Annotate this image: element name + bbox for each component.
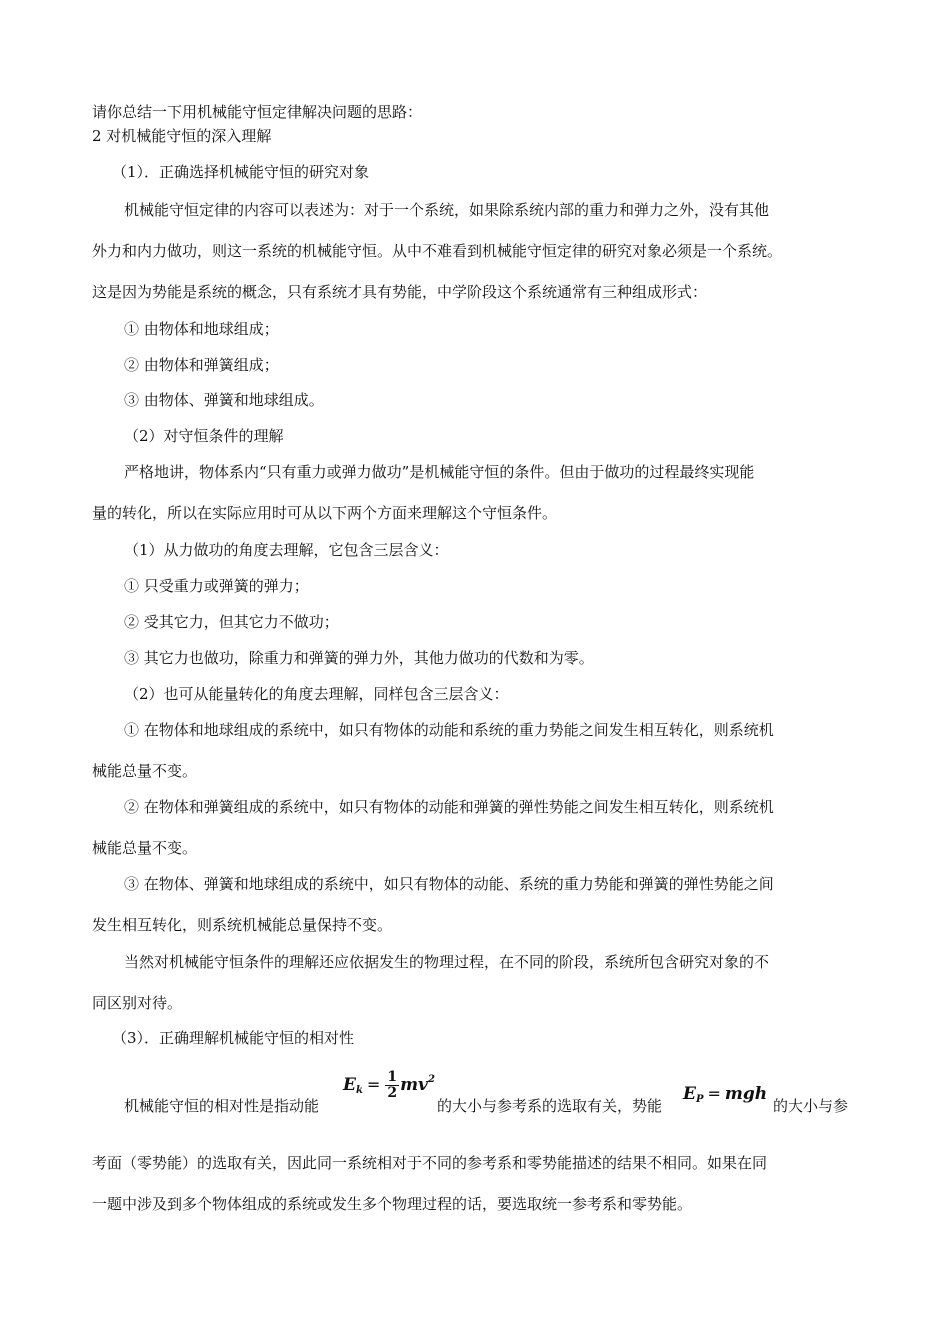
subheading-2: （2）对守恒条件的理解	[124, 427, 284, 445]
paragraph-line: 外力和内力做功，则这一系统的机械能守恒。从中不难看到机械能守恒定律的研究对象必须是一个系统。	[92, 242, 783, 260]
potential-energy-formula: EP = mgh	[683, 1084, 768, 1105]
paragraph-line: 考面（零势能）的选取有关，因此同一系统相对于不同的参考系和零势能描述的结果不相同。如果在同	[92, 1154, 768, 1172]
list-item: ② 受其它力，但其它力不做功；	[124, 613, 339, 631]
paragraph-line-part: 的大小与参	[773, 1097, 849, 1115]
list-item: ② 在物体和弹簧组成的系统中，如只有物体的动能和弹簧的弹性势能之间发生相互转化，则系统机	[124, 798, 774, 816]
fraction: $\frac{1}{2}$	[387, 1069, 398, 1101]
list-item: ① 在物体和地球组成的系统中，如只有物体的动能和系统的重力势能之间发生相互转化，则系统机	[124, 721, 774, 739]
paragraph-line: 这是因为势能是系统的概念，只有系统才具有势能，中学阶段这个系统通常有三种组成形式：	[92, 283, 708, 301]
list-item: ③ 其它力也做功，除重力和弹簧的弹力外，其他力做功的代数和为零。	[124, 649, 594, 667]
paragraph-line-part: 的大小与参考系的选取有关，势能	[437, 1097, 663, 1115]
paragraph-line: 严格地讲，物体系内“只有重力或弹力做功”是机械能守恒的条件。但由于做功的过程最终实现能	[124, 463, 755, 481]
line-summary-prompt: 请你总结一下用机械能守恒定律解决问题的思路：	[92, 103, 423, 121]
section-heading-2: 2 对机械能守恒的深入理解	[92, 127, 272, 145]
list-item: ③ 由物体、弹簧和地球组成。	[124, 391, 324, 409]
list-item: ② 由物体和弹簧组成；	[124, 356, 279, 374]
list-item-continuation: 械能总量不变。	[92, 839, 198, 857]
list-item: ③ 在物体、弹簧和地球组成的系统中，如只有物体的动能、系统的重力势能和弹簧的弹性势能之间	[124, 875, 774, 893]
list-item: ① 只受重力或弹簧的弹力；	[124, 577, 309, 595]
paragraph-line: 当然对机械能守恒条件的理解还应依据发生的物理过程，在不同的阶段，系统所包含研究对象的不	[124, 953, 770, 971]
paragraph-line: 量的转化，所以在实际应用时可从以下两个方面来理解这个守恒条件。	[92, 504, 558, 522]
list-item-continuation: 械能总量不变。	[92, 762, 198, 780]
paragraph-line: 一题中涉及到多个物体组成的系统或发生多个物理过程的话，要选取统一参考系和零势能。	[92, 1195, 693, 1213]
paragraph-line: 机械能守恒定律的内容可以表述为：对于一个系统，如果除系统内部的重力和弹力之外，没有其他	[124, 201, 770, 219]
kinetic-energy-formula: Ek = $\frac{1}{2}$ $mv^2$	[343, 1069, 435, 1101]
list-item-continuation: 发生相互转化，则系统机械能总量保持不变。	[92, 916, 393, 934]
subheading-2-2: （2）也可从能量转化的角度去理解，同样包含三层含义：	[124, 685, 509, 703]
subheading-3: （3）．正确理解机械能守恒的相对性	[112, 1029, 355, 1047]
paragraph-line: 同区别对待。	[92, 994, 183, 1012]
subheading-1: （1）．正确选择机械能守恒的研究对象	[112, 163, 370, 181]
paragraph-line-part: 机械能守恒的相对性是指动能	[124, 1097, 320, 1115]
subheading-2-1: （1）从力做功的角度去理解，它包含三层含义：	[124, 541, 449, 559]
list-item: ① 由物体和地球组成；	[124, 320, 279, 338]
